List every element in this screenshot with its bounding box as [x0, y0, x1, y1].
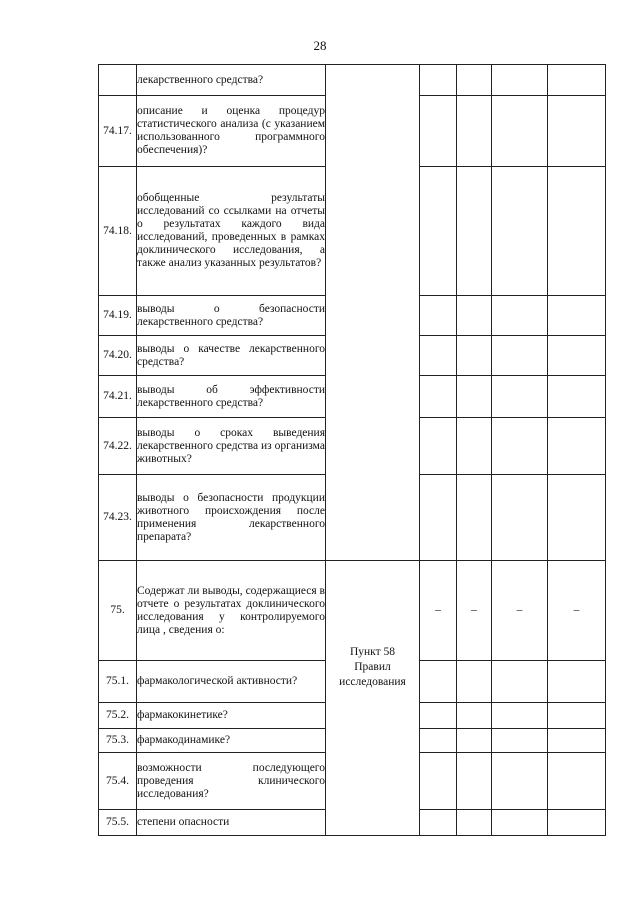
page-number: 28	[313, 38, 327, 53]
answer-no-cell[interactable]	[457, 376, 492, 418]
row-number: 75.2.	[99, 703, 137, 729]
question-text: обобщенные результаты исследований со ссылками на отчеты о результатах каждого вида исследований, проведенных в рамках доклинического исследования, а также анализ указанных результатов?	[137, 167, 326, 296]
answer-yes-cell[interactable]	[420, 475, 457, 561]
question-text: фармакологической активности?	[137, 661, 326, 703]
answer-na-cell[interactable]	[492, 96, 548, 167]
answer-na-cell[interactable]	[492, 810, 548, 836]
reference-line-2: Правил	[354, 661, 391, 673]
answer-yes-cell[interactable]	[420, 376, 457, 418]
note-cell[interactable]	[548, 753, 606, 810]
question-text: выводы об эффективности лекарственного средства?	[137, 376, 326, 418]
answer-no-cell[interactable]	[457, 475, 492, 561]
row-number	[99, 65, 137, 96]
question-text: возможности последующего проведения клинического исследования?	[137, 753, 326, 810]
row-number: 74.22.	[99, 418, 137, 475]
answer-na-cell[interactable]	[492, 376, 548, 418]
answer-yes-cell[interactable]	[420, 96, 457, 167]
reference-cell	[326, 561, 420, 836]
row-number: 75.3.	[99, 729, 137, 753]
answer-no-cell[interactable]	[457, 729, 492, 753]
note-cell[interactable]	[548, 376, 606, 418]
note-cell[interactable]	[548, 96, 606, 167]
question-text: лекарственного средства?	[137, 65, 326, 96]
answer-na-cell[interactable]	[492, 65, 548, 96]
answer-na-cell[interactable]	[492, 418, 548, 475]
answer-yes-cell[interactable]	[420, 65, 457, 96]
row-number: 75.1.	[99, 661, 137, 703]
answer-na-cell[interactable]	[492, 296, 548, 336]
question-text: выводы о безопасности продукции животного происхождения после применения лекарственного препарата?	[137, 475, 326, 561]
answer-no-cell[interactable]	[457, 336, 492, 376]
reference-line-3: исследования	[339, 676, 406, 688]
note-cell[interactable]	[548, 703, 606, 729]
answer-yes-cell[interactable]	[420, 703, 457, 729]
note-cell[interactable]	[548, 475, 606, 561]
note-cell[interactable]	[548, 810, 606, 836]
note-cell[interactable]	[548, 167, 606, 296]
answer-no-cell[interactable]	[457, 167, 492, 296]
row-number: 75.5.	[99, 810, 137, 836]
answer-yes-cell[interactable]	[420, 167, 457, 296]
reference-cell-empty	[326, 65, 420, 561]
row-number: 74.18.	[99, 167, 137, 296]
answer-no-cell[interactable]	[457, 296, 492, 336]
answer-no-cell[interactable]	[457, 753, 492, 810]
answer-no-cell[interactable]	[457, 65, 492, 96]
row-number: 75.4.	[99, 753, 137, 810]
answer-yes-cell[interactable]	[420, 753, 457, 810]
answer-na-cell[interactable]	[492, 753, 548, 810]
question-text: степени опасности	[137, 810, 326, 836]
row-number: 74.21.	[99, 376, 137, 418]
question-text: выводы о безопасности лекарственного средства?	[137, 296, 326, 336]
table-row	[99, 561, 606, 661]
note-cell[interactable]	[548, 729, 606, 753]
dash-mark: –	[573, 604, 580, 616]
checklist-table	[98, 64, 606, 836]
answer-na-cell[interactable]	[492, 336, 548, 376]
answer-no-cell[interactable]	[457, 96, 492, 167]
note-cell[interactable]	[548, 65, 606, 96]
dash-mark: –	[471, 604, 477, 616]
answer-no-cell[interactable]	[457, 661, 492, 703]
answer-na-cell[interactable]	[492, 475, 548, 561]
note-cell[interactable]	[548, 336, 606, 376]
question-text: Содержат ли выводы, содержащиеся в отчете о результатах доклинического исследования у контролируемого лица , сведения о:	[137, 561, 326, 661]
answer-yes-cell[interactable]	[420, 296, 457, 336]
answer-no-cell[interactable]	[457, 418, 492, 475]
answer-yes-cell[interactable]	[420, 418, 457, 475]
answer-na-cell[interactable]	[492, 167, 548, 296]
note-cell[interactable]	[548, 418, 606, 475]
answer-yes-cell[interactable]	[420, 810, 457, 836]
row-number: 74.19.	[99, 296, 137, 336]
reference-line-1: Пункт 58	[349, 646, 396, 658]
dash-mark: –	[516, 604, 523, 616]
answer-no-cell[interactable]	[457, 810, 492, 836]
question-text: выводы о сроках выведения лекарственного средства из организма животных?	[137, 418, 326, 475]
answer-yes-cell[interactable]	[420, 561, 457, 661]
answer-no-cell[interactable]	[457, 703, 492, 729]
answer-yes-cell[interactable]	[420, 336, 457, 376]
answer-no-cell[interactable]	[457, 561, 492, 661]
answer-yes-cell[interactable]	[420, 729, 457, 753]
question-text: фармакодинамике?	[137, 729, 326, 753]
answer-na-cell[interactable]	[492, 561, 548, 661]
answer-na-cell[interactable]	[492, 729, 548, 753]
note-cell[interactable]	[548, 661, 606, 703]
question-text: выводы о качестве лекарственного средства?	[137, 336, 326, 376]
answer-na-cell[interactable]	[492, 661, 548, 703]
answer-yes-cell[interactable]	[420, 661, 457, 703]
row-number: 75.	[99, 561, 137, 661]
note-cell[interactable]	[548, 561, 606, 661]
answer-na-cell[interactable]	[492, 703, 548, 729]
question-text: фармакокинетике?	[137, 703, 326, 729]
row-number: 74.17.	[99, 96, 137, 167]
row-number: 74.20.	[99, 336, 137, 376]
question-text: описание и оценка процедур статистического анализа (с указанием использованного программного обеспечения)?	[137, 96, 326, 167]
dash-mark: –	[435, 604, 441, 616]
table-row	[99, 65, 606, 96]
note-cell[interactable]	[548, 296, 606, 336]
row-number: 74.23.	[99, 475, 137, 561]
